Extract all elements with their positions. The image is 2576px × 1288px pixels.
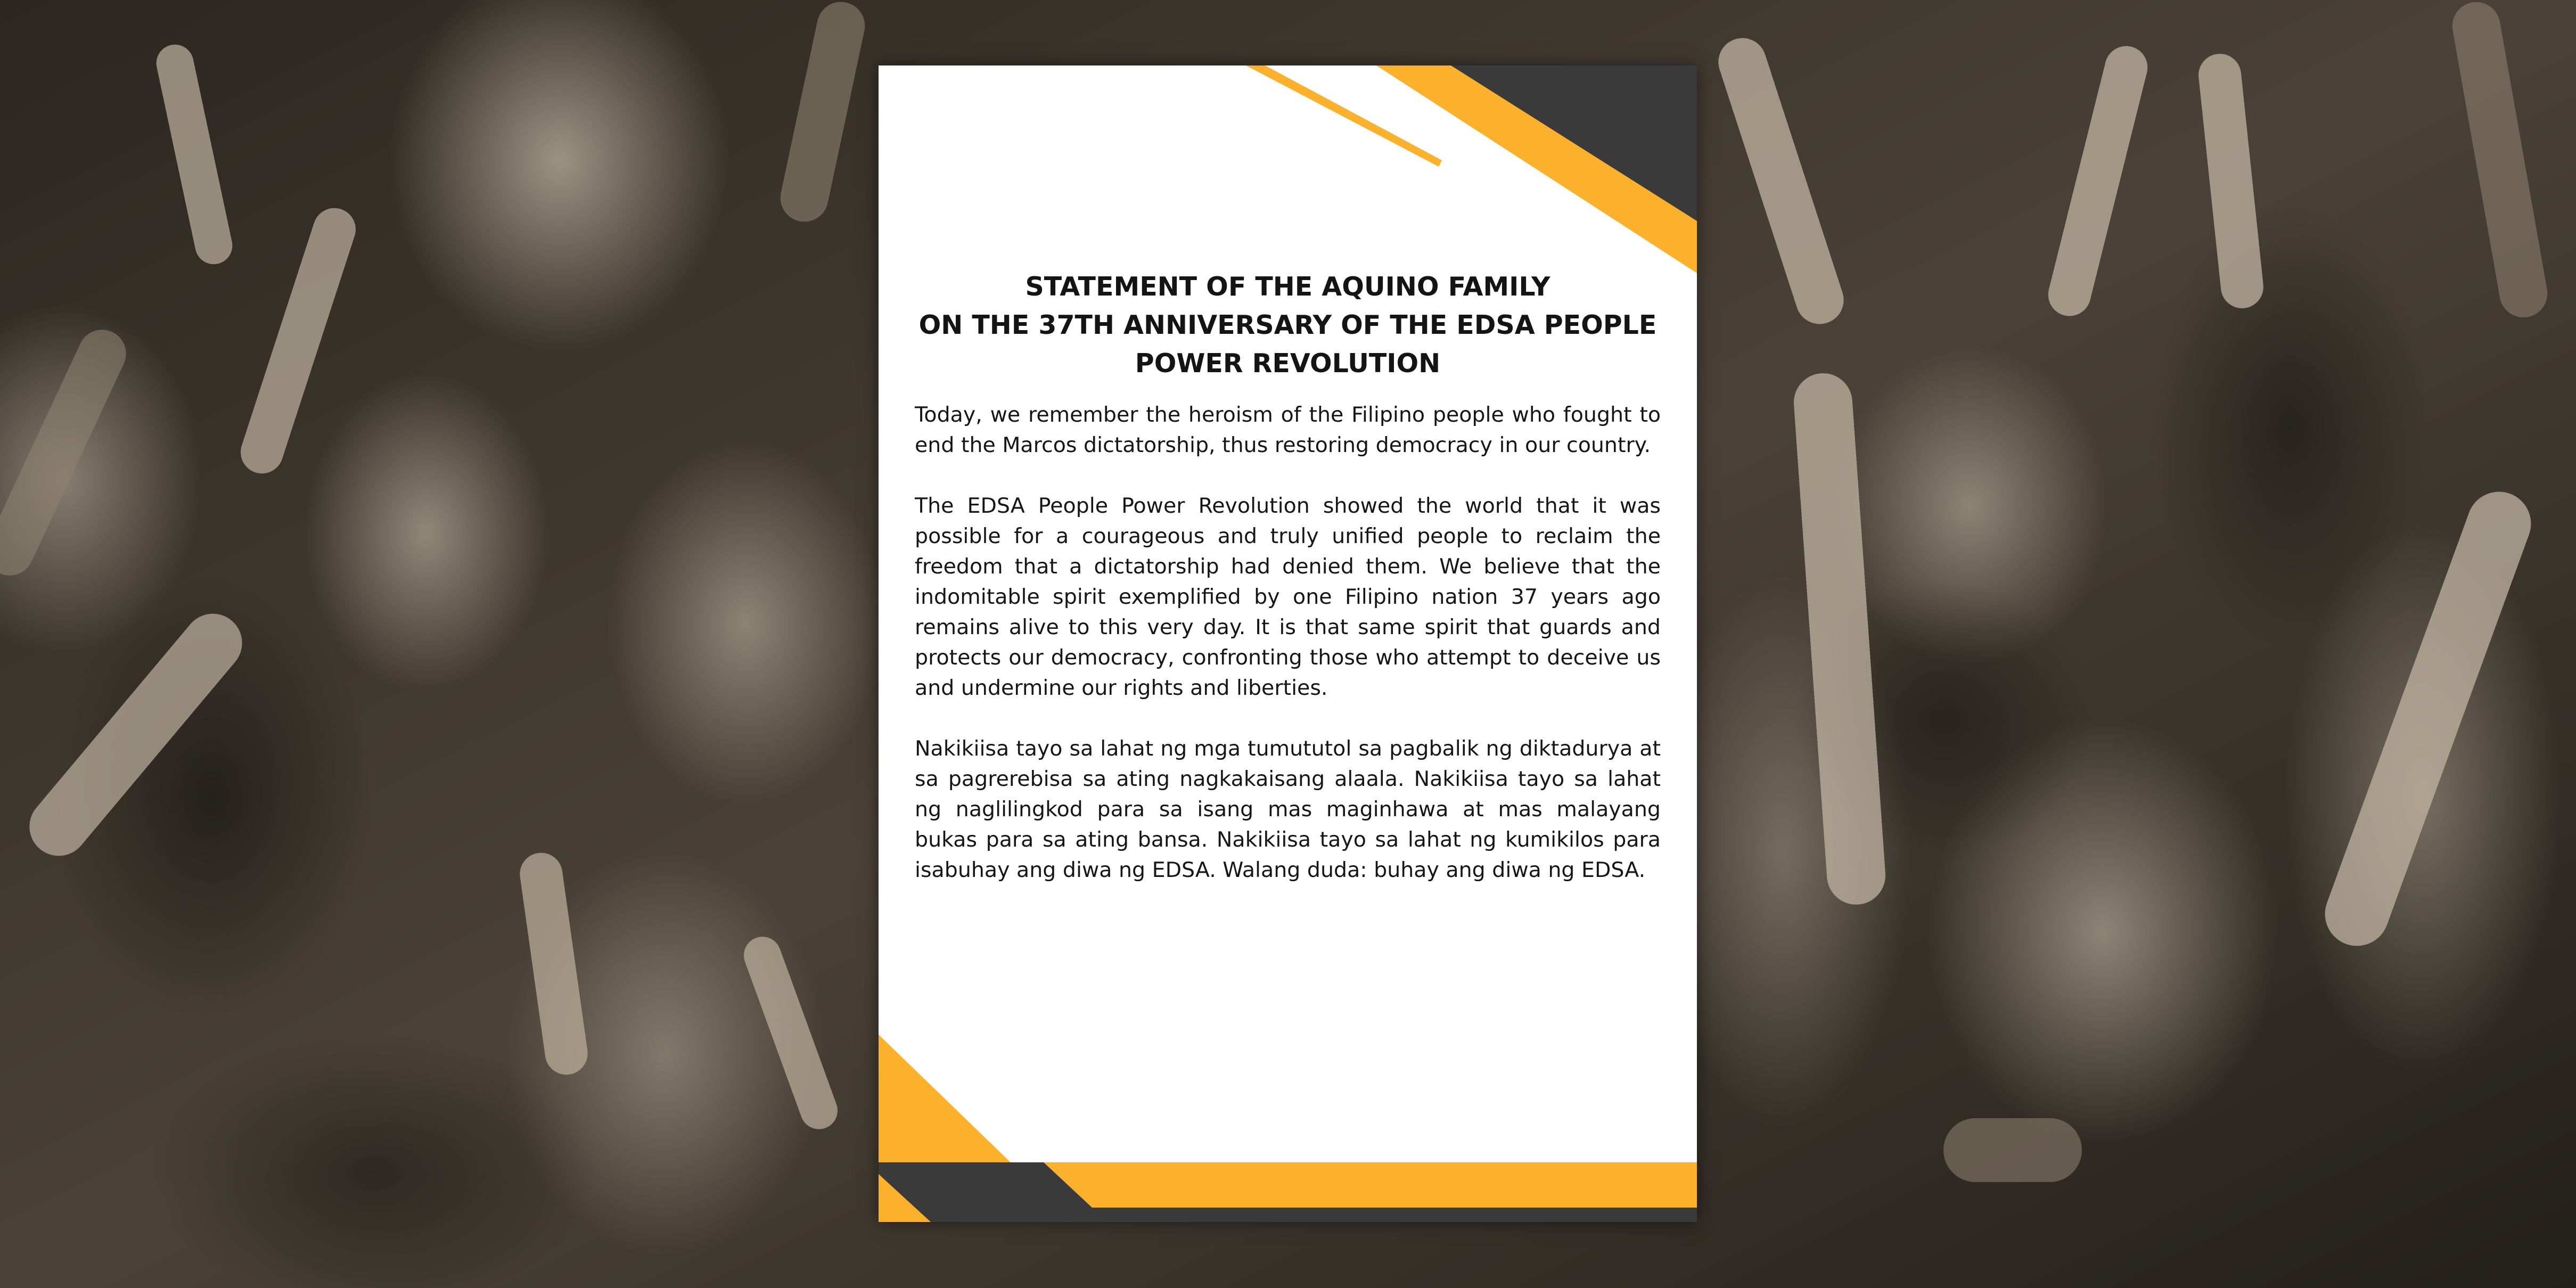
paragraph-3: Nakikiisa tayo sa lahat ng mga tumututol sa pagbalik ng diktadurya at sa pagrerebisa sa ating nagkakaisang alaala. Nakikiisa tayo sa lahat ng naglilingkod para sa isang mas maginhawa at mas malayang bukas para sa ating bansa. Nakikiisa tayo sa lahat ng kumikilos para isabuhay ang diwa ng EDSA. Walang duda: buhay ang diwa ng EDSA. <box>915 736 1661 882</box>
paragraph-1: Today, we remember the heroism of the Filipino people who fought to end the Marcos dictatorship, thus restoring democracy in our country. <box>915 403 1661 457</box>
bottom-left-accent-triangle <box>879 1035 1011 1162</box>
statement-body <box>915 400 1661 916</box>
statement-title <box>910 268 1665 383</box>
title-line-1: STATEMENT OF THE AQUINO FAMILY <box>1025 272 1550 302</box>
bottom-accent-band <box>1011 1162 1697 1208</box>
title-line-3: POWER REVOLUTION <box>1135 348 1441 379</box>
title-line-2: ON THE 37TH ANNIVERSARY OF THE EDSA PEOPLE <box>918 310 1657 340</box>
paragraph-2: The EDSA People Power Revolution showed the world that it was possible for a courageous and truly unified people to reclaim the freedom that a dictatorship had denied them. We believe that the indomitable spirit exemplified by one Filipino nation 37 years ago remains alive to this very day. It is that same spirit that guards and protects our democracy, confronting those who attempt to deceive us and undermine our rights and liberties. <box>915 494 1661 700</box>
statement-card <box>879 65 1697 1222</box>
bottom-dark-rule <box>1054 1208 1697 1222</box>
